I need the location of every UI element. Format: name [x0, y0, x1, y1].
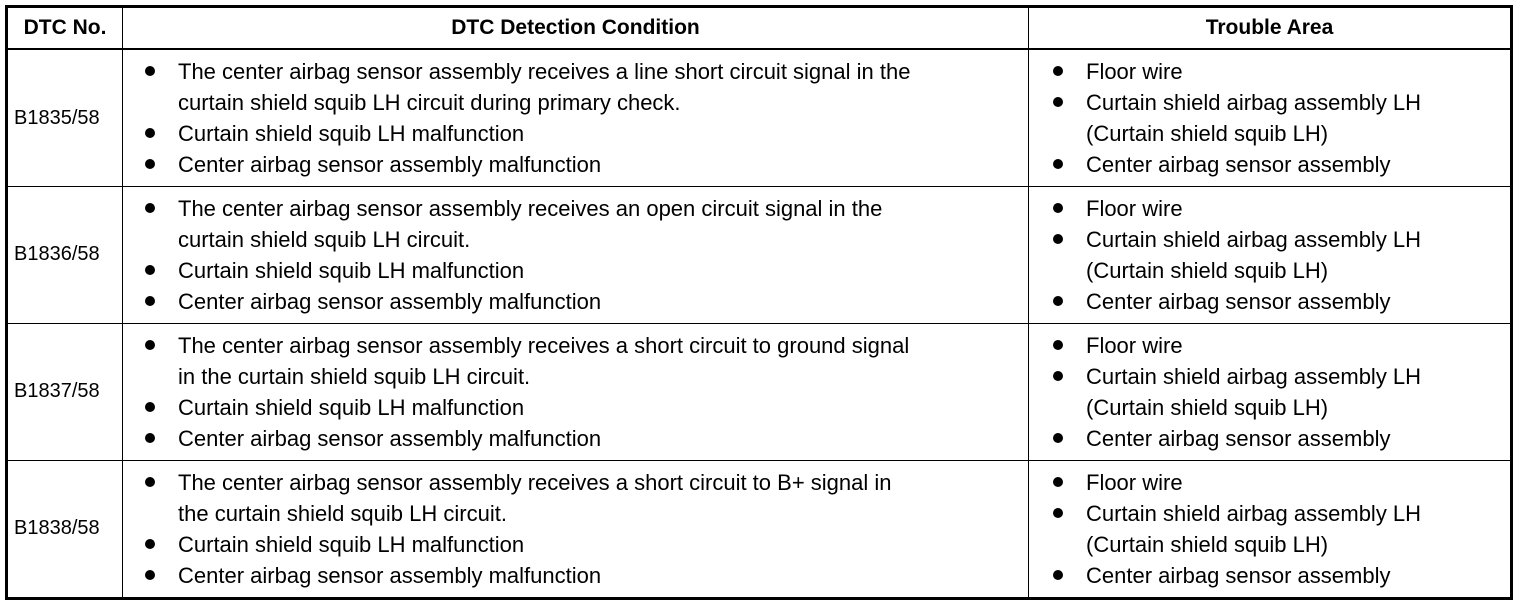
bullet-icon — [145, 203, 155, 213]
condition-item-text: Center airbag sensor assembly malfunction — [178, 152, 602, 177]
condition-item-text: The center airbag sensor assembly receives a short circuit to B+ signal in — [178, 469, 892, 495]
trouble-area-item-list — [1029, 467, 1510, 591]
bullet-icon — [1053, 159, 1063, 169]
trouble-area-item — [1053, 286, 1510, 317]
trouble-area-item — [1053, 193, 1510, 224]
condition-item — [145, 392, 1028, 423]
trouble-area-item — [1053, 560, 1510, 591]
bullet-icon — [145, 66, 155, 76]
condition-item-text: in the curtain shield squib LH circuit. — [178, 363, 531, 389]
condition-item-text: the curtain shield squib LH circuit. — [178, 500, 507, 526]
condition-item — [145, 193, 1028, 255]
condition-item-text: Center airbag sensor assembly malfunction — [178, 562, 602, 588]
trouble-area-item — [1053, 149, 1510, 180]
trouble-area-item-text: (Curtain shield squib LH) — [1086, 394, 1329, 420]
bullet-icon — [145, 402, 155, 412]
trouble-area-item-text: Floor wire — [1086, 195, 1183, 221]
trouble-area-item — [1053, 56, 1510, 87]
table-row — [7, 323, 1512, 460]
dtc-code: B1835/58 — [7, 49, 123, 187]
trouble-area-item — [1053, 361, 1510, 423]
bullet-icon — [1053, 508, 1063, 518]
condition-item-list — [123, 56, 1028, 180]
trouble-area-item-text: Curtain shield airbag assembly LH — [1086, 90, 1422, 115]
trouble-area-item — [1053, 467, 1510, 498]
condition-item-list — [123, 193, 1028, 317]
condition-item-text: Curtain shield squib LH malfunction — [178, 394, 525, 420]
condition-item-text: Center airbag sensor assembly malfunction — [178, 425, 602, 451]
bullet-icon — [145, 340, 155, 350]
trouble-area-item-list — [1029, 56, 1510, 180]
trouble-area-item-text: Curtain shield airbag assembly LH — [1086, 500, 1422, 526]
bullet-icon — [1053, 570, 1063, 580]
condition-item — [145, 56, 1028, 118]
dtc-table — [5, 5, 1513, 600]
table-row — [7, 49, 1512, 187]
dtc-code: B1836/58 — [7, 187, 123, 324]
bullet-icon — [1053, 66, 1063, 76]
detection-condition-cell — [123, 460, 1029, 598]
trouble-area-item — [1053, 87, 1510, 149]
bullet-icon — [1053, 97, 1063, 107]
trouble-area-item-list — [1029, 193, 1510, 317]
condition-item — [145, 560, 1028, 591]
trouble-area-item-text: (Curtain shield squib LH) — [1086, 257, 1329, 283]
detection-condition-cell — [123, 323, 1029, 460]
condition-item — [145, 330, 1028, 392]
condition-item-list — [123, 330, 1028, 454]
condition-item-text: Curtain shield squib LH malfunction — [178, 121, 525, 146]
condition-item — [145, 286, 1028, 317]
trouble-area-cell — [1029, 460, 1512, 598]
header-trouble-area: Trouble Area — [1029, 7, 1512, 50]
condition-item-text: Curtain shield squib LH malfunction — [178, 257, 525, 283]
condition-item-text: The center airbag sensor assembly receives a line short circuit signal in the — [178, 59, 911, 84]
trouble-area-item-text: Curtain shield airbag assembly LH — [1086, 363, 1422, 389]
dtc-code: B1838/58 — [7, 460, 123, 598]
condition-item-text: Curtain shield squib LH malfunction — [178, 531, 525, 557]
header-row — [7, 7, 1512, 50]
bullet-icon — [145, 265, 155, 275]
condition-item — [145, 255, 1028, 286]
condition-item — [145, 118, 1028, 149]
detection-condition-cell — [123, 187, 1029, 324]
condition-item-list — [123, 467, 1028, 591]
bullet-icon — [1053, 477, 1063, 487]
trouble-area-cell — [1029, 49, 1512, 187]
trouble-area-cell — [1029, 323, 1512, 460]
header-detection-condition: DTC Detection Condition — [123, 7, 1029, 50]
bullet-icon — [145, 296, 155, 306]
trouble-area-item-text: Center airbag sensor assembly — [1086, 562, 1391, 588]
condition-item — [145, 149, 1028, 180]
trouble-area-item-text: Curtain shield airbag assembly LH — [1086, 226, 1422, 252]
bullet-icon — [145, 128, 155, 138]
table-row — [7, 187, 1512, 324]
trouble-area-item — [1053, 330, 1510, 361]
condition-item — [145, 423, 1028, 454]
bullet-icon — [145, 433, 155, 443]
condition-item-text: The center airbag sensor assembly receives an open circuit signal in the — [178, 195, 883, 221]
condition-item — [145, 529, 1028, 560]
trouble-area-item-text: Center airbag sensor assembly — [1086, 288, 1391, 314]
bullet-icon — [145, 539, 155, 549]
trouble-area-item-text: Center airbag sensor assembly — [1086, 152, 1391, 177]
bullet-icon — [1053, 296, 1063, 306]
bullet-icon — [1053, 203, 1063, 213]
trouble-area-item-text: (Curtain shield squib LH) — [1086, 531, 1329, 557]
bullet-icon — [1053, 234, 1063, 244]
table-row — [7, 460, 1512, 598]
trouble-area-item-list — [1029, 330, 1510, 454]
trouble-area-item — [1053, 423, 1510, 454]
condition-item-text: curtain shield squib LH circuit. — [178, 226, 471, 252]
condition-item-text: The center airbag sensor assembly receives a short circuit to ground signal — [178, 332, 910, 358]
trouble-area-item-text: Floor wire — [1086, 59, 1183, 84]
condition-item-text: Center airbag sensor assembly malfunction — [178, 288, 602, 314]
condition-item — [145, 467, 1028, 529]
dtc-code: B1837/58 — [7, 323, 123, 460]
bullet-icon — [1053, 371, 1063, 381]
bullet-icon — [1053, 340, 1063, 350]
trouble-area-cell — [1029, 187, 1512, 324]
condition-item-text: curtain shield squib LH circuit during primary check. — [178, 90, 681, 115]
bullet-icon — [1053, 433, 1063, 443]
header-dtc-no: DTC No. — [7, 7, 123, 50]
bullet-icon — [145, 159, 155, 169]
trouble-area-item-text: Center airbag sensor assembly — [1086, 425, 1391, 451]
table-header — [7, 7, 1512, 50]
table-body — [7, 49, 1512, 599]
trouble-area-item-text: Floor wire — [1086, 469, 1183, 495]
trouble-area-item-text: (Curtain shield squib LH) — [1086, 121, 1329, 146]
detection-condition-cell — [123, 49, 1029, 187]
trouble-area-item — [1053, 224, 1510, 286]
trouble-area-item-text: Floor wire — [1086, 332, 1183, 358]
trouble-area-item — [1053, 498, 1510, 560]
bullet-icon — [145, 570, 155, 580]
bullet-icon — [145, 477, 155, 487]
